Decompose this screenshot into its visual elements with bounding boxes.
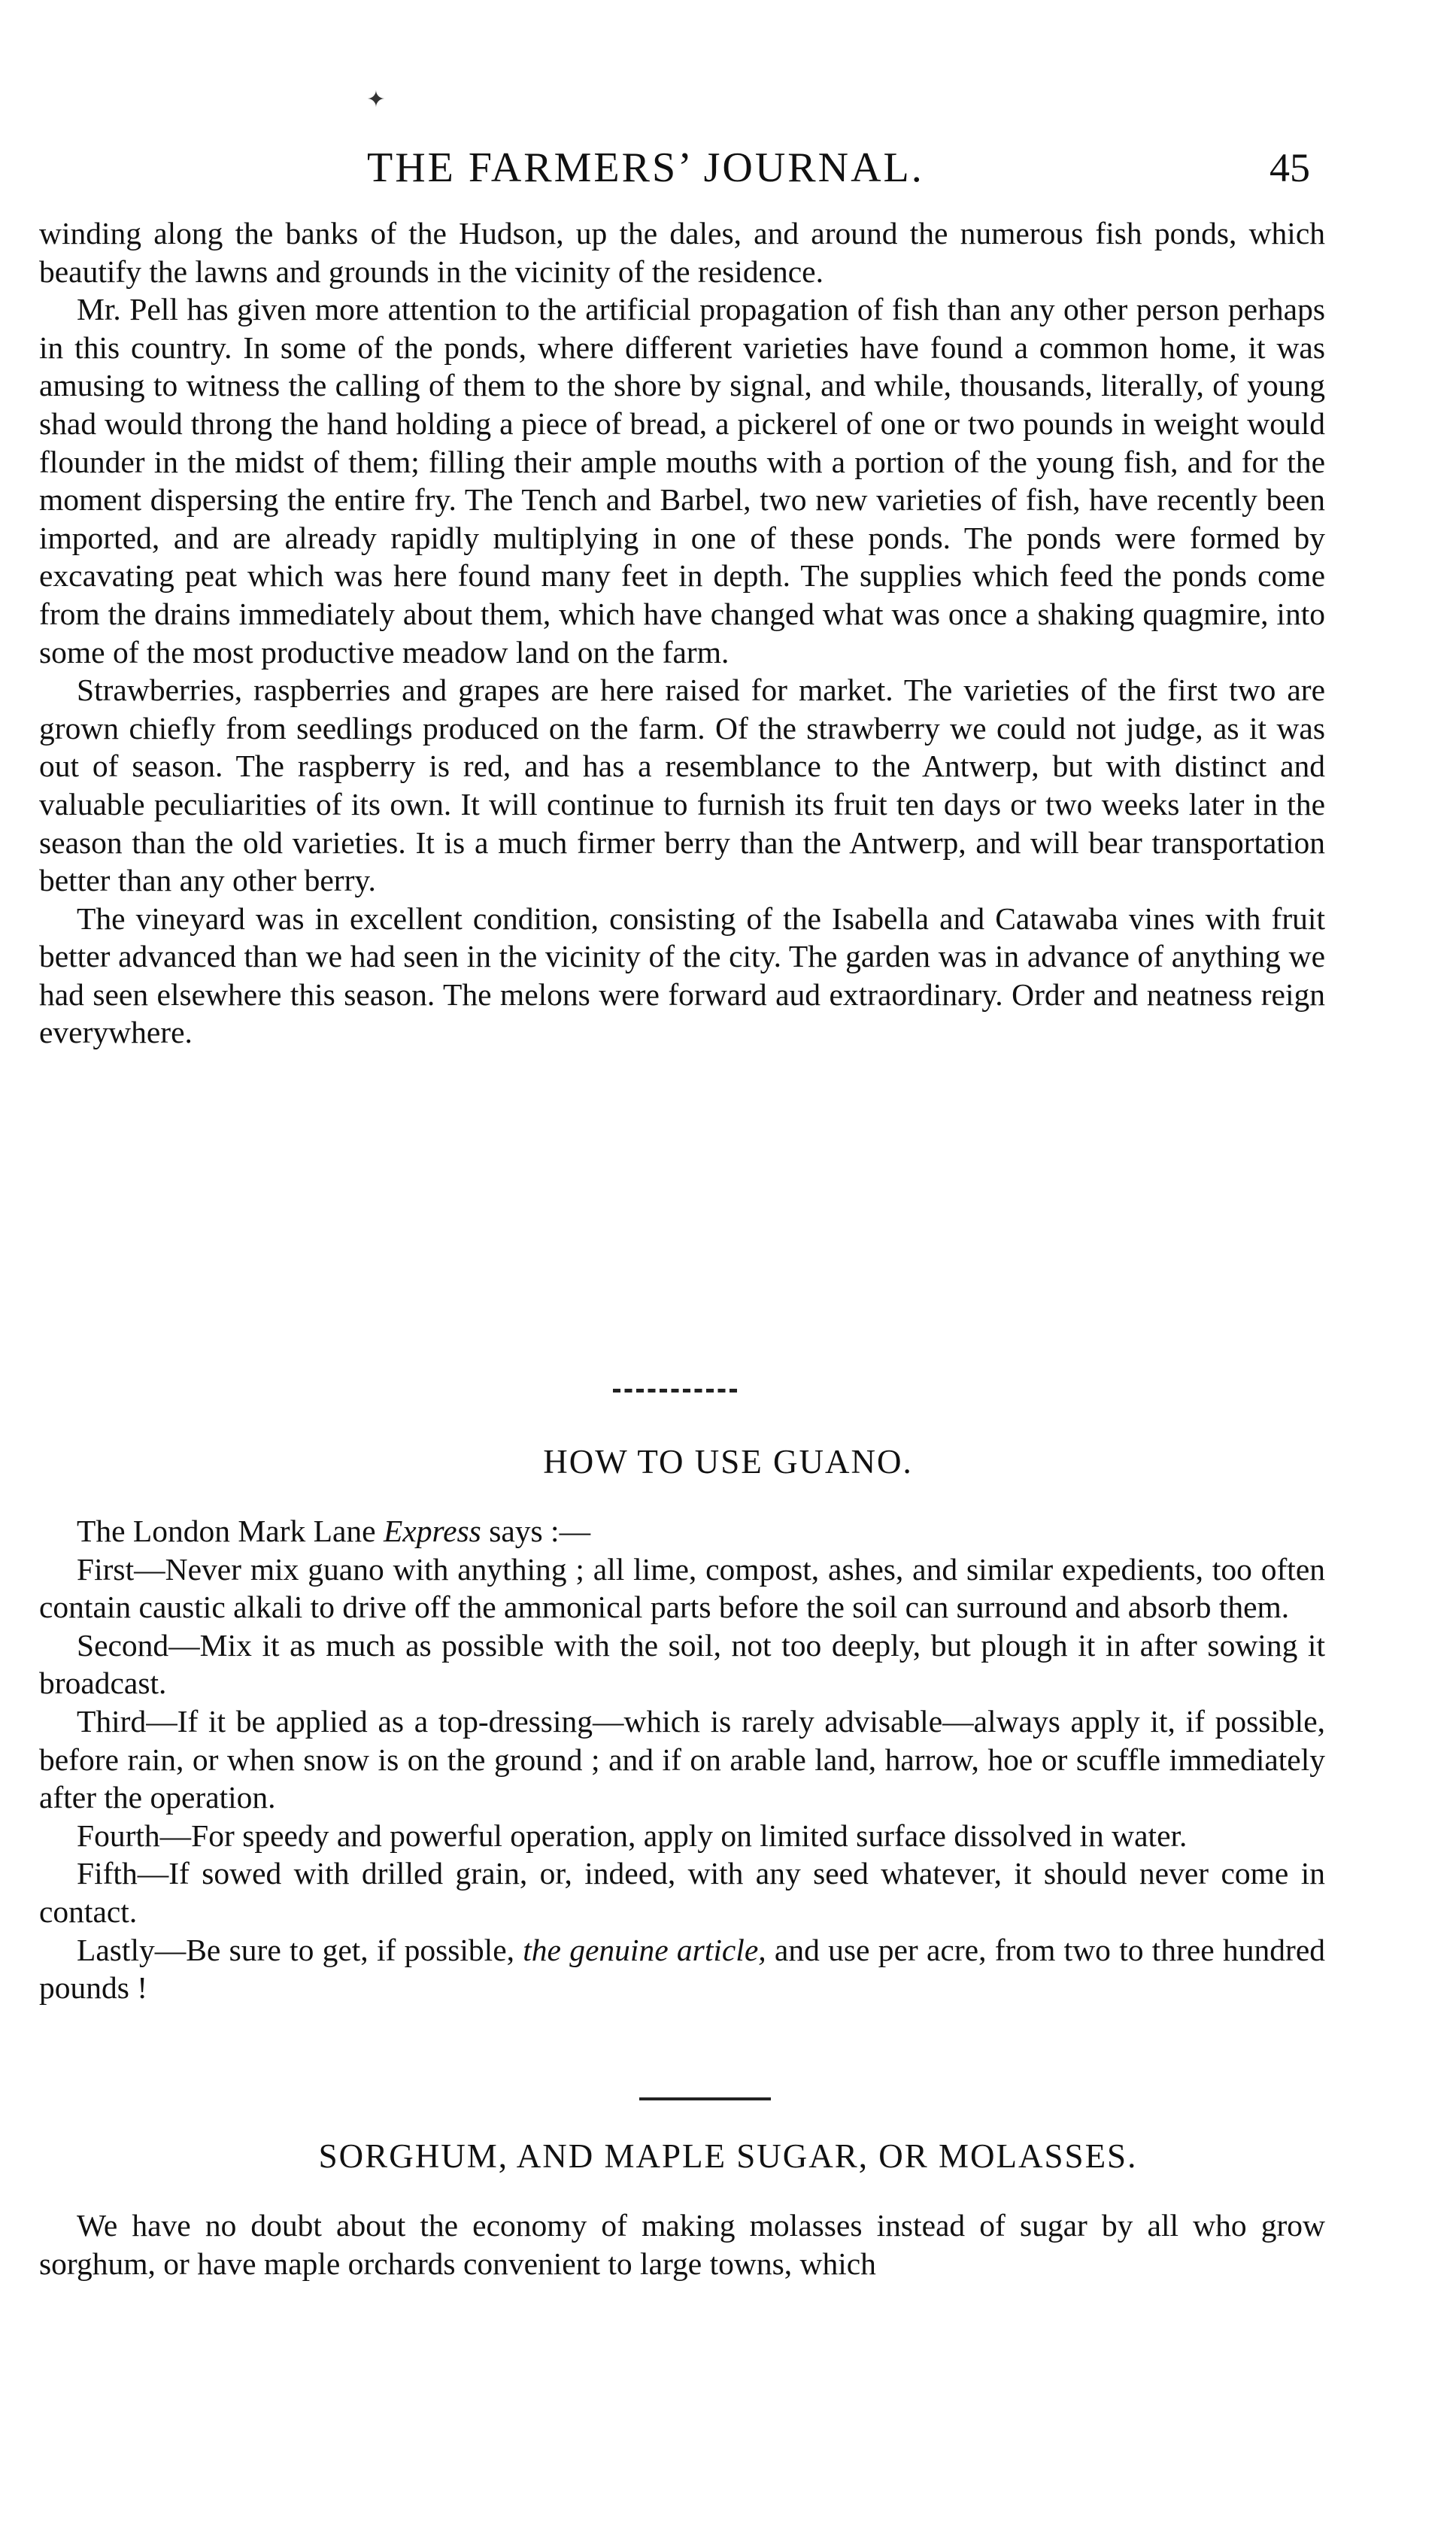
intro-text: The London Mark Lane [77, 1514, 384, 1548]
article-farm-visit [39, 214, 1325, 1052]
paragraph-vineyard: The vineyard was in excellent condition, consisting of the Isabella and Catawaba vines with fruit better advanced than we had seen in the vicinity of the city. The garden was in advance of anything we had seen elsewhere this season. The melons were forward aud extraordinary. Order and neatness reign everywhere. [39, 901, 1325, 1050]
paragraph-second: Second—Mix it as much as possible with the soil, not too deeply, but plough it in after sowing it broadcast. [39, 1627, 1325, 1701]
article-guano [39, 1512, 1325, 2007]
paragraph-fourth: Fourth—For speedy and powerful operation, apply on limited surface dissolved in water. [77, 1818, 1188, 1853]
article-sorghum [39, 2206, 1325, 2282]
paragraph-third: Third—If it be applied as a top-dressing—which is rarely advisable—always apply it, if possible, before rain, or when snow is on the ground ; and if on arable land, harrow, hoe or scuffle immediately after the operation. [39, 1703, 1325, 1815]
intro-tail: says :— [481, 1514, 591, 1548]
page-number: 45 [1269, 145, 1310, 190]
section-divider [613, 1389, 737, 1393]
paragraph-sorghum-intro: We have no doubt about the economy of making molasses instead of sugar by all who grow sorghum, or have maple orchards convenient to large towns, which [39, 2208, 1325, 2281]
paragraph-lastly [39, 1931, 1325, 2007]
running-head [0, 141, 1456, 194]
section-divider-2 [639, 2097, 771, 2100]
lastly-italic: the genuine article, [523, 1932, 766, 1967]
intro-italic: Express [383, 1514, 481, 1548]
paragraph-first: First—Never mix guano with anything ; all lime, compost, ashes, and similar expedients, too often contain caustic alkali to drive off the ammonical parts before the soil can surround and absorb them. [39, 1551, 1325, 1625]
heading-sorghum-maple: SORGHUM, AND MAPLE SUGAR, OR MOLASSES. [318, 2137, 1138, 2175]
header-ornament: ✦ [366, 87, 386, 112]
lastly-text: Lastly—Be sure to get, if possible, [77, 1932, 523, 1967]
heading-how-to-use-guano: HOW TO USE GUANO. [543, 1443, 913, 1481]
paragraph-fish-ponds-continued: winding along the banks of the Hudson, up the dales, and around the numerous fish ponds, which beautify the lawns and grounds in the vicinity of the residence. [39, 216, 1325, 289]
paragraph-mr-pell: Mr. Pell has given more attention to the artificial propagation of fish than any other person perhaps in this country. In some of the ponds, where different varieties have found a common home, it was amusing to witness the calling of them to the shore by signal, and while, thousands, literally, of young shad would throng the hand holding a piece of bread, a pickerel of one or two pounds in weight would flounder in the midst of them; filling their ample mouths with a portion of the young fish, and for the moment dispersing the entire fry. The Tench and Barbel, two new varieties of fish, have recently been imported, and are already rapidly multiplying in one of these ponds. The ponds were formed by excavating peat which was here found many feet in depth. The supplies which feed the ponds come from the drains immediately about them, which have changed what was once a shaking quagmire, into some of the most productive meadow land on the farm. [39, 292, 1325, 670]
paragraph-intro [39, 1512, 1325, 1550]
paragraph-strawberries: Strawberries, raspberries and grapes are here raised for market. The varieties of the first two are grown chiefly from seedlings produced on the farm. Of the strawberry we could not judge, as it was out of season. The raspberry is red, and has a resemblance to the Antwerp, but with distinct and valuable peculiarities of its own. It will continue to furnish its fruit ten days or two weeks later in the season than the old varieties. It is a much firmer berry than the Antwerp, and will bear transportation better than any other berry. [39, 673, 1325, 898]
paragraph-fifth: Fifth—If sowed with drilled grain, or, indeed, with any seed whatever, it should never come in contact. [39, 1856, 1325, 1929]
lastly-tail: and use per acre, from two to three hundred pounds ! [39, 1932, 1325, 2006]
journal-title: THE FARMERS’ JOURNAL. [367, 144, 924, 191]
